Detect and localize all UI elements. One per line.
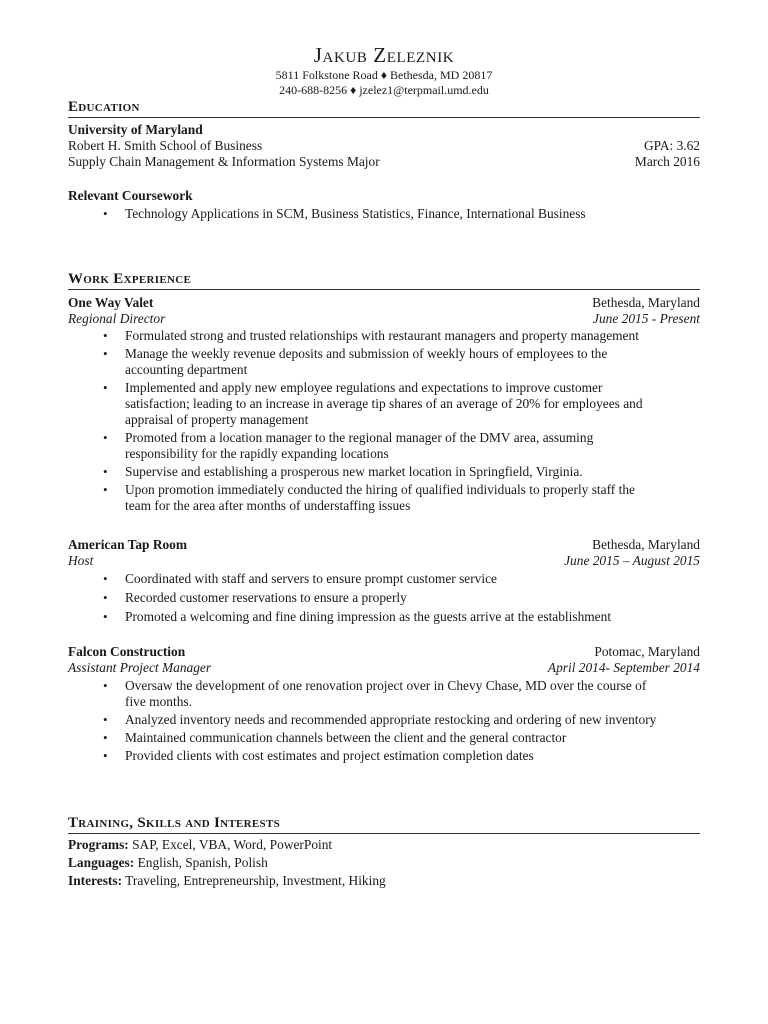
job-dates: June 2015 – August 2015 [564, 553, 700, 568]
languages-value: English, Spanish, Polish [137, 855, 268, 870]
skills-interests [68, 872, 700, 890]
list-item: • Promoted a welcoming and fine dining impression as the guests arrive at the establishment [125, 609, 700, 625]
job-role: Host [68, 553, 94, 568]
job-dates: June 2015 - Present [593, 311, 700, 326]
gpa: GPA: 3.62 [643, 138, 700, 153]
section-title-education: Education [68, 98, 700, 118]
job-location: Potomac, Maryland [594, 644, 700, 659]
company-name: Falcon Construction [68, 644, 186, 659]
list-item: • Oversaw the development of one renovation project over in Chevy Chase, MD over the course of five months. [125, 678, 700, 710]
list-item: • Supervise and establishing a prosperous new market location in Springfield, Virginia. [125, 464, 700, 480]
job-dates: April 2014- September 2014 [547, 660, 700, 675]
section-title-work: Work Experience [68, 270, 700, 290]
coursework-title: Relevant Coursework [68, 188, 193, 203]
company-name: American Tap Room [68, 537, 188, 552]
company-name: One Way Valet [68, 295, 154, 310]
coursework-list [68, 206, 700, 222]
programs-value: SAP, Excel, VBA, Word, PowerPoint [132, 837, 333, 852]
candidate-name: Jakub Zeleznik [313, 43, 455, 67]
list-item: • Formulated strong and trusted relationships with restaurant managers and property management [125, 328, 700, 344]
job-location: Bethesda, Maryland [592, 537, 700, 552]
list-item: • Implemented and apply new employee regulations and expectations to improve customer satisfaction; leading to an increase in average tip shares of an average of 20% for employees and appraisal of property management [125, 380, 700, 428]
list-item: • Upon promotion immediately conducted the hiring of qualified individuals to properly staff the team for the area after months of understaffing issues [125, 482, 700, 514]
list-item: • Manage the weekly revenue deposits and submission of weekly hours of employees to the accounting department [125, 346, 700, 378]
list-item: • Analyzed inventory needs and recommended appropriate restocking and ordering of new inventory [125, 712, 700, 728]
job-entry [68, 644, 700, 764]
list-item: • Provided clients with cost estimates and project estimation completion dates [125, 748, 700, 764]
work-section [68, 270, 700, 514]
address-line: 5811 Folkstone Road ♦ Bethesda, MD 20817 [275, 68, 493, 82]
interests-label: Interests: [68, 873, 123, 888]
skills-section [68, 814, 700, 890]
list-item: • Recorded customer reservations to ensure a properly [125, 590, 700, 606]
list-item: • Maintained communication channels between the client and the general contractor [125, 730, 700, 746]
education-section [68, 98, 700, 222]
job-bullets [68, 571, 700, 625]
graduation-date: March 2016 [634, 154, 700, 169]
job-role: Regional Director [68, 311, 166, 326]
college-name: Robert H. Smith School of Business [68, 138, 263, 153]
job-role: Assistant Project Manager [68, 660, 212, 675]
major: Supply Chain Management & Information Systems Major [68, 154, 380, 169]
list-item: • Promoted from a location manager to the regional manager of the DMV area, assuming responsibility for the rapidly expanding locations [125, 430, 700, 462]
section-title-skills: Training, Skills and Interests [68, 814, 700, 834]
resume-header [68, 42, 700, 98]
job-bullets [68, 678, 700, 764]
interests-value: Traveling, Entrepreneurship, Investment, Hiking [125, 873, 386, 888]
job-location: Bethesda, Maryland [592, 295, 700, 310]
job-entry [68, 537, 700, 625]
list-item: • Coordinated with staff and servers to ensure prompt customer service [125, 571, 700, 587]
programs-label: Programs: [68, 837, 129, 852]
skills-programs [68, 836, 700, 854]
list-item: • Technology Applications in SCM, Business Statistics, Finance, International Business [125, 206, 700, 222]
contact-line: 240-688-8256 ♦ jzelez1@terpmail.umd.edu [279, 83, 489, 97]
skills-languages [68, 854, 700, 872]
job-entry [68, 295, 700, 514]
languages-label: Languages: [68, 855, 135, 870]
job-bullets [68, 328, 700, 514]
school-name: University of Maryland [68, 122, 203, 137]
